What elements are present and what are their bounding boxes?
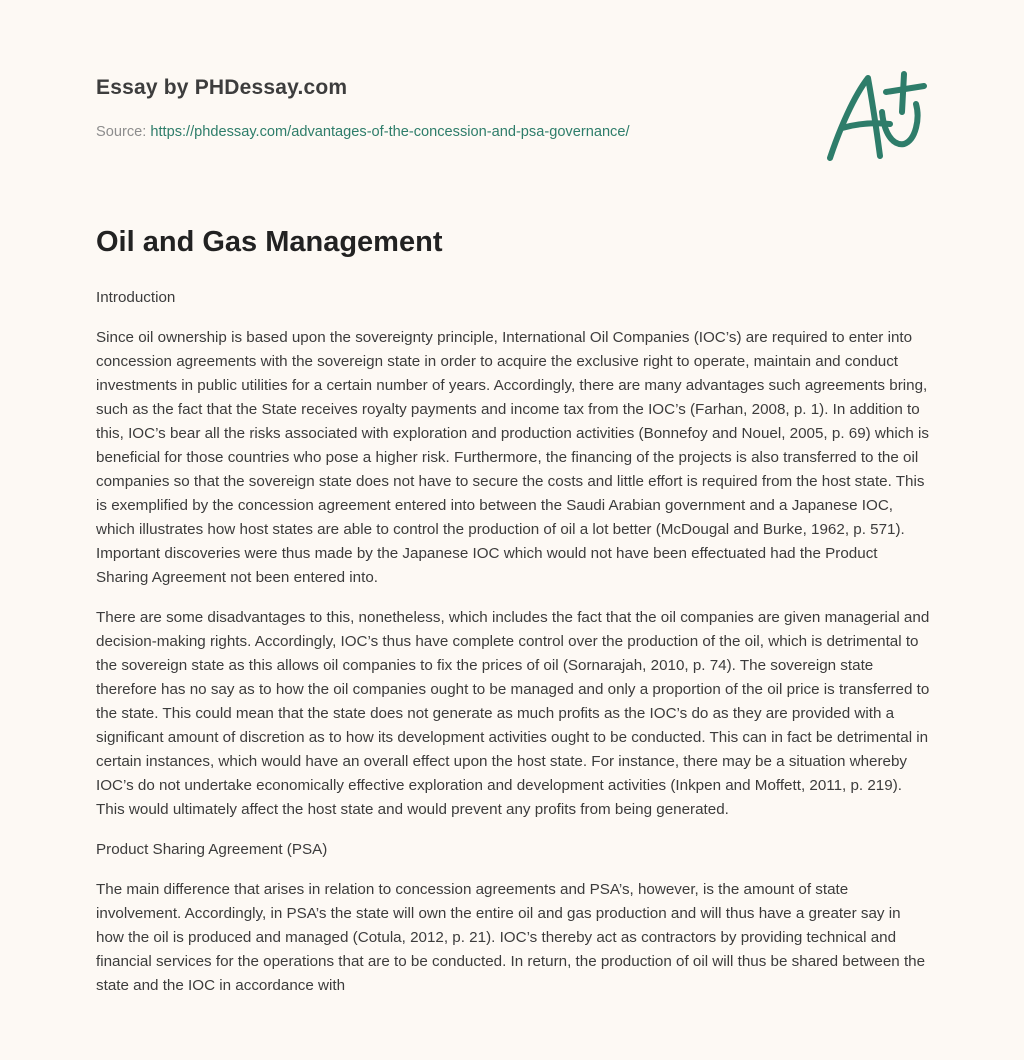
source-line: [96, 124, 630, 140]
essay-title: Oil and Gas Management: [96, 226, 443, 258]
section-heading-psa: Product Sharing Agreement (PSA): [96, 841, 328, 858]
paragraph: Since oil ownership is based upon the sovereignty principle, International Oil Companies (IOC’s) are required to enter into concession agreements with the sovereign state in order to acquire the exclusive right to operate, maintain and conduct investments in public utilities for a certain number of years. Accordingly, there are many advantages such agreements bring, such as the fact that the State receives royalty payments and income tax from the IOC’s (Farhan, 2008, p. 1). In addition to this, IOC’s bear all the risks associated with exploration and production activities (Bonnefoy and Nouel, 2005, p. 69) which is beneficial for those countries who pose a higher risk. Furthermore, the financing of the projects is also transferred to the oil companies so that the sovereign state does not have to secure the costs and little effort is required from the host state. This is exemplified by the concession agreement entered into between the Saudi Arabian government and a Japanese IOC, which illustrates how host states are able to control the production of oil a lot better (McDougal and Burke, 1962, p. 571). Important discoveries were thus made by the Japanese IOC which would not have been effectuated had the Product Sharing Agreement not been entered into.: [96, 329, 929, 586]
paragraph: There are some disadvantages to this, nonetheless, which includes the fact that the oil companies are given managerial and decision-making rights. Accordingly, IOC’s thus have complete control over the production of the oil, which is detrimental to the sovereign state as this allows oil companies to fix the prices of oil (Sornarajah, 2010, p. 74). The sovereign state therefore has no say as to how the oil companies ought to be managed and only a proportion of the oil price is transferred to the state. This could mean that the state does not generate as much profits as the IOC’s do as they are provided with a significant amount of discretion as to how its development activities ought to be conducted. This can in fact be detrimental in certain instances, which would have an overall effect upon the host state. For instance, there may be a situation whereby IOC’s do not undertake economically effective exploration and development activities (Inkpen and Moffett, 2011, p. 219). This would ultimately affect the host state and would prevent any profits from being generated.: [96, 609, 930, 818]
paragraph: The main difference that arises in relation to concession agreements and PSA’s, however, is the amount of state involvement. Accordingly, in PSA’s the state will own the entire oil and gas production and will thus have a greater say in how the oil is produced and managed (Cotula, 2012, p. 21). IOC’s thereby act as contractors by providing technical and financial services for the operations that are to be conducted. In return, the production of oil will thus be shared between the state and the IOC in accordance with: [96, 881, 926, 994]
essay-body: [96, 286, 932, 1014]
a-plus-grade-icon: [820, 66, 930, 166]
source-link[interactable]: https://phdessay.com/advantages-of-the-concession-and-psa-governance/: [150, 124, 630, 140]
site-header-title: Essay by PHDessay.com: [96, 76, 348, 99]
source-label: Source:: [96, 124, 147, 140]
a-plus-logo-graphic: [820, 66, 930, 166]
section-heading-introduction: Introduction: [96, 289, 176, 306]
